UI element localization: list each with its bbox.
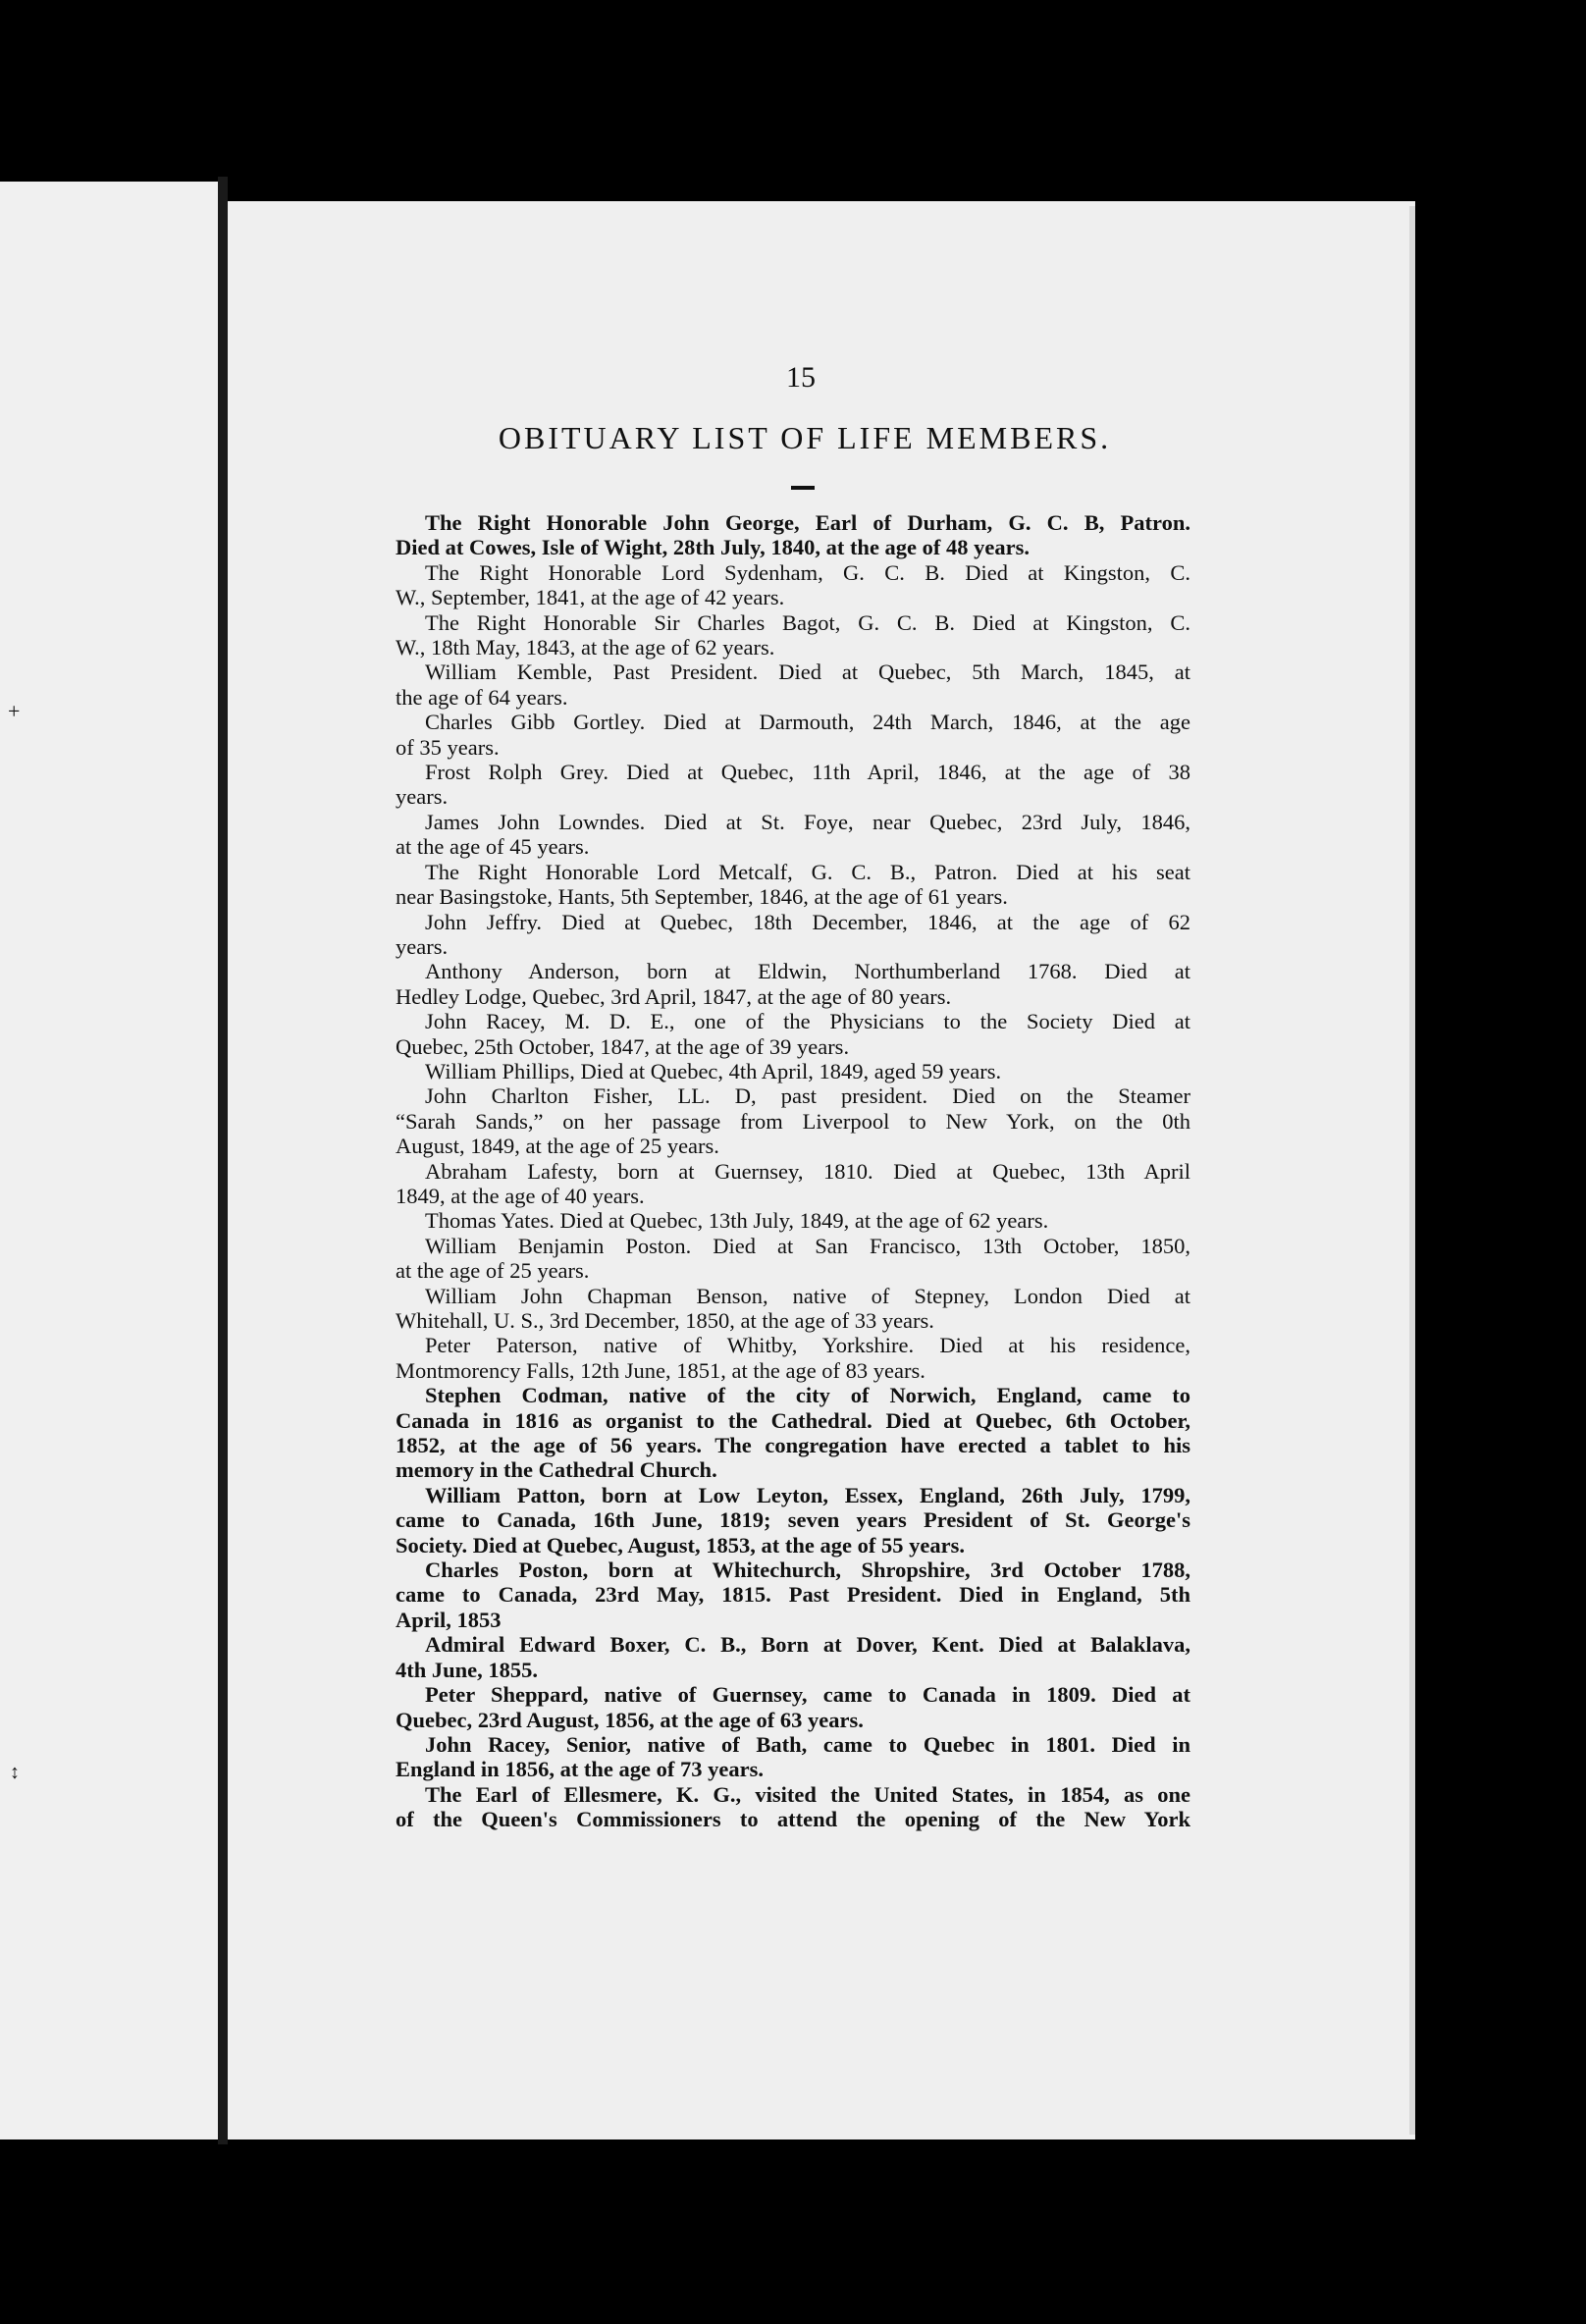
obituary-entry <box>396 1208 1190 1233</box>
obituary-entry <box>396 1234 1190 1284</box>
obituary-entry <box>396 710 1190 760</box>
entry-line: The Right Honorable Lord Sydenham, G. C. B. Died at Kingston, C. <box>425 559 1190 585</box>
page-edge-shadow <box>1409 206 1415 2135</box>
entry-line: Canada in 1816 as organist to the Cathedral. Died at Quebec, 6th October, <box>396 1407 1190 1433</box>
entry-line: of the Queen's Commissioners to attend the opening of the New York <box>396 1807 1190 1832</box>
entry-line: of 35 years. <box>396 734 500 760</box>
obituary-entry <box>396 860 1190 910</box>
entry-line: England in 1856, at the age of 73 years. <box>396 1757 765 1782</box>
entry-line: the age of 64 years. <box>396 684 568 710</box>
entry-line: Admiral Edward Boxer, C. B., Born at Dover, Kent. Died at Balaklava, <box>425 1632 1190 1658</box>
entry-line: John Charlton Fisher, LL. D, past president. Died on the Steamer <box>425 1083 1190 1109</box>
entry-line: years. <box>396 784 449 810</box>
entry-line: Peter Sheppard, native of Guernsey, came to Canada in 1809. Died at <box>425 1682 1190 1708</box>
entry-line: near Basingstoke, Hants, 5th September, 1846, at the age of 61 years. <box>396 884 1008 910</box>
margin-mark-plus: + <box>8 699 21 723</box>
entry-line: April, 1853 <box>396 1607 502 1632</box>
obituary-entry <box>396 510 1190 560</box>
entry-line: 4th June, 1855. <box>396 1657 539 1682</box>
obituary-entry <box>396 1159 1190 1209</box>
entry-line: 1849, at the age of 40 years. <box>396 1183 645 1208</box>
entry-line: “Sarah Sands,” on her passage from Liverpool to New York, on the 0th <box>396 1108 1190 1134</box>
obituary-entry <box>396 1558 1190 1632</box>
entry-line: Charles Poston, born at Whitechurch, Shropshire, 3rd October 1788, <box>425 1558 1190 1583</box>
page-number: 15 <box>786 361 816 394</box>
entry-line: John Jeffry. Died at Quebec, 18th December, 1846, at the age of 62 <box>425 909 1190 934</box>
entry-line: at the age of 25 years. <box>396 1258 590 1284</box>
obituary-entry <box>396 910 1190 960</box>
obituary-entry <box>396 1059 1190 1083</box>
entry-line: memory in the Cathedral Church. <box>396 1457 717 1483</box>
obituary-entry <box>396 810 1190 860</box>
entry-line: Peter Paterson, native of Whitby, Yorkshire. Died at his residence, <box>425 1333 1190 1358</box>
page-title: OBITUARY LIST OF LIFE MEMBERS. <box>498 420 1112 455</box>
obituary-entry <box>396 1682 1190 1732</box>
obituary-entry <box>396 760 1190 810</box>
obituary-entry <box>396 1284 1190 1334</box>
entry-line: Charles Gibb Gortley. Died at Darmouth, 24th March, 1846, at the age <box>425 710 1190 735</box>
obituary-entry <box>396 1732 1190 1782</box>
entry-line: The Right Honorable Lord Metcalf, G. C. B., Patron. Died at his seat <box>425 859 1190 884</box>
entry-line: Whitehall, U. S., 3rd December, 1850, at the age of 33 years. <box>396 1308 934 1333</box>
obituary-list <box>396 510 1190 1832</box>
entry-line: Society. Died at Quebec, August, 1853, at the age of 55 years. <box>396 1532 965 1558</box>
obituary-entry <box>396 1333 1190 1383</box>
entry-line: William Kemble, Past President. Died at Quebec, 5th March, 1845, at <box>425 660 1190 685</box>
obituary-entry <box>396 1782 1190 1832</box>
entry-line: years. <box>396 933 449 959</box>
entry-line: William Patton, born at Low Leyton, Essex, England, 26th July, 1799, <box>425 1482 1190 1507</box>
obituary-entry <box>396 1083 1190 1158</box>
entry-line: Quebec, 25th October, 1847, at the age of 39 years. <box>396 1033 850 1059</box>
entry-line: John Racey, M. D. E., one of the Physicians to the Society Died at <box>425 1009 1190 1034</box>
entry-line: at the age of 45 years. <box>396 834 590 860</box>
entry-line: August, 1849, at the age of 25 years. <box>396 1134 719 1159</box>
entry-line: The Earl of Ellesmere, K. G., visited the United States, in 1854, as one <box>425 1781 1190 1807</box>
obituary-entry <box>396 1632 1190 1682</box>
entry-line: came to Canada, 23rd May, 1815. Past President. Died in England, 5th <box>396 1582 1190 1608</box>
entry-line: Frost Rolph Grey. Died at Quebec, 11th April, 1846, at the age of 38 <box>425 760 1190 785</box>
entry-line: Stephen Codman, native of the city of Norwich, England, came to <box>425 1383 1190 1408</box>
obituary-entry <box>396 959 1190 1009</box>
entry-line: W., 18th May, 1843, at the age of 62 years. <box>396 635 775 660</box>
entry-line: John Racey, Senior, native of Bath, came to Quebec in 1801. Died in <box>425 1731 1190 1757</box>
entry-line: W., September, 1841, at the age of 42 years. <box>396 585 785 610</box>
obituary-entry <box>396 1483 1190 1558</box>
entry-line: came to Canada, 16th June, 1819; seven years President of St. George's <box>396 1507 1190 1533</box>
entry-line: Died at Cowes, Isle of Wight, 28th July, 1840, at the age of 48 years. <box>396 535 1031 560</box>
entry-line: The Right Honorable Sir Charles Bagot, G. C. B. Died at Kingston, C. <box>425 609 1190 635</box>
obituary-entry <box>396 610 1190 660</box>
obituary-entry <box>396 1383 1190 1483</box>
obituary-entry <box>396 660 1190 710</box>
entry-line: Hedley Lodge, Quebec, 3rd April, 1847, at the age of 80 years. <box>396 983 952 1009</box>
entry-line: William Benjamin Poston. Died at San Francisco, 13th October, 1850, <box>425 1233 1190 1258</box>
obituary-entry <box>396 1009 1190 1059</box>
entry-line: Quebec, 23rd August, 1856, at the age of 63 years. <box>396 1707 864 1732</box>
entry-line: Thomas Yates. Died at Quebec, 13th July, 1849, at the age of 62 years. <box>425 1208 1049 1234</box>
entry-line: 1852, at the age of 56 years. The congregation have erected a tablet to his <box>396 1433 1190 1458</box>
entry-line: Montmorency Falls, 12th June, 1851, at the age of 83 years. <box>396 1357 925 1383</box>
entry-line: The Right Honorable John George, Earl of Durham, G. C. B, Patron. <box>425 510 1190 535</box>
left-page-edge <box>0 182 218 2139</box>
entry-line: William John Chapman Benson, native of Stepney, London Died at <box>425 1283 1190 1308</box>
obituary-entry <box>396 560 1190 610</box>
entry-line: Anthony Anderson, born at Eldwin, Northumberland 1768. Died at <box>425 959 1190 984</box>
title-rule <box>791 486 815 490</box>
entry-line: James John Lowndes. Died at St. Foye, near Quebec, 23rd July, 1846, <box>425 809 1190 834</box>
margin-mark-arrow: ↕ <box>10 1762 20 1783</box>
entry-line: William Phillips, Died at Quebec, 4th April, 1849, aged 59 years. <box>425 1058 1002 1083</box>
book-gutter <box>218 177 228 2144</box>
entry-line: Abraham Lafesty, born at Guernsey, 1810. Died at Quebec, 13th April <box>425 1158 1190 1184</box>
